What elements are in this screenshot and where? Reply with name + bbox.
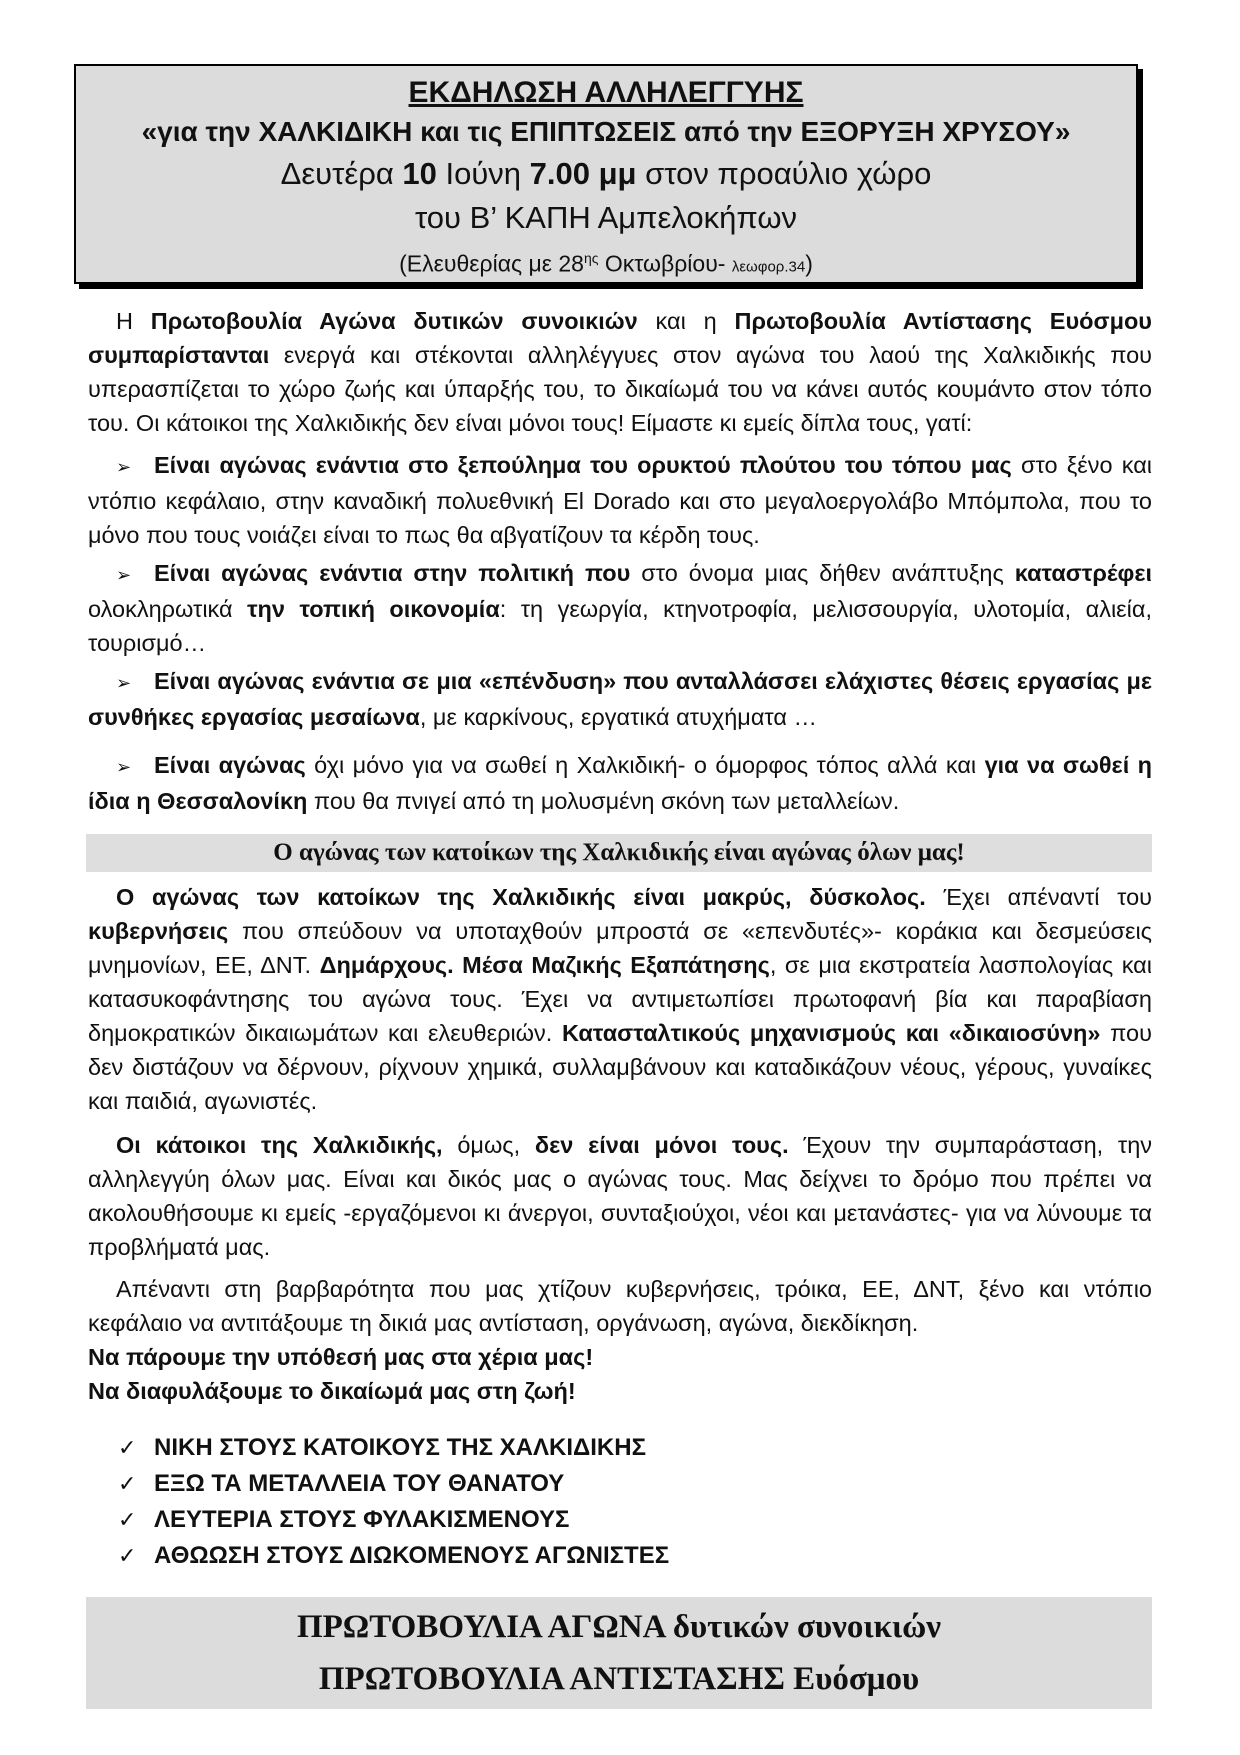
arrowhead-bullet-icon: ➢ <box>116 673 132 693</box>
event-date <box>76 152 1136 196</box>
intro-text-1: Η <box>116 308 151 334</box>
event-address <box>76 240 1136 286</box>
para2-text-1: Έχει απέναντί του <box>925 884 1152 910</box>
bullet3-bold: Είναι αγώνας ενάντια σε μια «επένδυση» που ανταλλάσσει ελάχιστες θέσεις εργασίας με συνθήκες εργασίας μεσαίωνα <box>88 668 1152 730</box>
slogan-text: ΕΞΩ ΤΑ ΜΕΤΑΛΛΕΙΑ ΤΟΥ ΘΑΝΑΤΟΥ <box>154 1470 565 1497</box>
checkmark-icon: ✓ <box>118 1543 137 1568</box>
bullet-paragraph-3 <box>88 664 1152 734</box>
para2-bold-2: κυβερνήσεις <box>88 918 229 944</box>
event-header-box <box>74 64 1138 284</box>
call-paragraph <box>88 1272 1152 1408</box>
list-item <box>118 1502 669 1538</box>
para2-bold-3: Δημάρχους. Μέσα Μαζικής Εξαπάτησης <box>319 952 770 978</box>
addr-prefix: (Ελευθερίας με 28 <box>399 250 584 277</box>
bullet2-bold-3: την τοπική οικονομία <box>247 596 500 622</box>
date-day: 10 <box>402 156 437 191</box>
list-item <box>118 1466 669 1502</box>
intro-bold-2: Πρωτοβουλία Αντίστασης Ευόσμου συμπαρίστανται <box>88 308 1152 368</box>
bullet2-bold-1: Είναι αγώνας ενάντια στην πολιτική που <box>154 560 631 586</box>
bullet2-text-3: : τη γεωργία, κτηνοτροφία, μελισσουργία, υλοτομία, αλιεία, τουρισμό… <box>88 596 1152 656</box>
date-prefix: Δευτέρα <box>280 156 403 191</box>
bullet-paragraph-2 <box>88 556 1152 660</box>
list-item <box>118 1430 669 1466</box>
intro-text-2: και η <box>637 308 735 334</box>
event-subtitle: «για την ΧΑΛΚΙΔΙΚΗ και τις ΕΠΙΠΤΩΣΕΙΣ από την ΕΞΟΡΥΞΗ ΧΡΥΣΟΥ» <box>141 116 1071 147</box>
para2-bold-1: Ο αγώνας των κατοίκων της Χαλκιδικής είναι μακρύς, δύσκολος. <box>116 884 926 910</box>
bullet2-text-1: στο όνομα μιας δήθεν ανάπτυξης <box>630 560 1015 586</box>
call-slogan-2: Να διαφυλάξουμε το δικαίωμά μας στη ζωή! <box>88 1378 576 1404</box>
para2-text-2: που σπεύδουν να υποταχθούν μπροστά σε «επενδυτές»- κοράκια και δεσμεύσεις μνημονίων, ΕΕ, ΔΝΤ. <box>88 918 1152 978</box>
bullet-paragraph-1 <box>88 448 1152 552</box>
date-month: Ιούνη <box>436 156 530 191</box>
bullet4-bold-1: Είναι αγώνας <box>154 752 306 778</box>
slogan-text: ΝΙΚΗ ΣΤΟΥΣ ΚΑΤΟΙΚΟΥΣ ΤΗΣ ΧΑΛΚΙΔΙΚΗΣ <box>154 1434 646 1461</box>
addr-superscript: ης <box>583 250 599 266</box>
date-suffix: στον προαύλιο χώρο <box>636 156 932 191</box>
addr-bus-line: λεωφορ.34 <box>731 258 806 276</box>
solidarity-banner: Ο αγώνας των κατοίκων της Χαλκιδικής είναι αγώνας όλων μας! <box>86 834 1152 872</box>
signatory-1: ΠΡΩΤΟΒΟΥΛΙΑ ΑΓΩΝΑ δυτικών συνοικιών <box>296 1609 941 1645</box>
arrowhead-bullet-icon: ➢ <box>116 757 132 777</box>
addr-end: ) <box>805 250 813 277</box>
bullet4-text-1: όχι μόνο για να σωθεί η Χαλκιδική- ο όμορφος τόπος αλλά και <box>305 752 985 778</box>
addr-middle: Οκτωβρίου- <box>598 250 732 277</box>
bullet3-text: , με καρκίνους, εργατικά ατυχήματα … <box>419 704 817 730</box>
signatories-footer <box>86 1597 1152 1709</box>
checkmark-icon: ✓ <box>118 1507 137 1532</box>
intro-text-3: ενεργά και στέκονται αλληλέγγυες στον αγώνα του λαού της Χαλκιδικής που υπερασπίζεται το χώρο ζωής και ύπαρξής του, το δικαίωμά του να κάνει αυτός κουμάντο στον τόπο του. Οι κάτοικοι της Χαλκιδικής δεν είναι μόνοι τους! Είμαστε κι εμείς δίπλα τους, γατί: <box>88 342 1152 436</box>
para2-text-3: , σε μια εκστρατεία λασπολογίας και κατασυκοφάντησης του αγώνα τους. Έχει να αντιμετωπίσει πρωτοφανή βία και παραβίαση δημοκρατικών δικαιωμάτων και ελευθεριών. <box>88 952 1152 1046</box>
bullet1-bold: Είναι αγώνας ενάντια στο ξεπούλημα του ορυκτού πλούτου του τόπου μας <box>154 452 1012 478</box>
checkmark-icon: ✓ <box>118 1471 137 1496</box>
call-slogan-1: Να πάρουμε την υπόθεσή μας στα χέρια μας! <box>88 1344 594 1370</box>
arrowhead-bullet-icon: ➢ <box>116 565 132 585</box>
slogan-text: ΑΘΩΩΣΗ ΣΤΟΥΣ ΔΙΩΚΟΜΕΝΟΥΣ ΑΓΩΝΙΣΤΕΣ <box>154 1542 670 1569</box>
checkmark-icon: ✓ <box>118 1435 137 1460</box>
para2-bold-4: Κατασταλτικούς μηχανισμούς και «δικαιοσύνη» <box>562 1020 1101 1046</box>
bullet2-bold-2: καταστρέφει <box>1014 560 1152 586</box>
call-text: Απέναντι στη βαρβαρότητα που μας χτίζουν κυβερνήσεις, τρόικα, ΕΕ, ΔΝΤ, ξένο και ντόπιο κεφάλαιο να αντιτάξουμε τη δικιά μας αντίσταση, οργάνωση, αγώνα, διεκδίκηση. <box>88 1276 1152 1336</box>
bullet4-text-2: που θα πνιγεί από τη μολυσμένη σκόνη των μεταλλείων. <box>307 788 900 814</box>
signatory-2: ΠΡΩΤΟΒΟΥΛΙΑ ΑΝΤΙΣΤΑΣΗΣ Ευόσμου <box>318 1661 920 1697</box>
event-title: ΕΚΔΗΛΩΣΗ ΑΛΛΗΛΕΓΓΥΗΣ <box>408 76 804 109</box>
bullet2-text-2: ολοκληρωτικά <box>88 596 248 622</box>
para3-text-1: όμως, <box>442 1132 535 1158</box>
slogan-list <box>118 1430 669 1574</box>
struggle-paragraph <box>88 880 1152 1118</box>
list-item <box>118 1538 669 1574</box>
bullet4-bold-2: για να σωθεί η ίδια η Θεσσαλονίκη <box>88 752 1152 814</box>
not-alone-paragraph <box>88 1128 1152 1264</box>
para2-text-4: που δεν διστάζουν να δέρνουν, ρίχνουν χημικά, συλλαμβάνουν και καταδικάζουν νέους, γέρους, γυναίκες και παιδιά, αγωνιστές. <box>88 1020 1152 1114</box>
para3-bold-1: Οι κάτοικοι της Χαλκιδικής, <box>116 1132 443 1158</box>
event-place: του Β’ ΚΑΠΗ Αμπελοκήπων <box>414 200 798 235</box>
bullet-paragraph-4 <box>88 748 1152 818</box>
intro-paragraph <box>88 304 1152 440</box>
date-time: 7.00 μμ <box>529 156 637 191</box>
arrowhead-bullet-icon: ➢ <box>116 457 132 477</box>
slogan-text: ΛΕΥΤΕΡΙΑ ΣΤΟΥΣ ΦΥΛΑΚΙΣΜΕΝΟΥΣ <box>154 1506 570 1533</box>
para3-bold-2: δεν είναι μόνοι τους. <box>534 1132 789 1158</box>
intro-bold-1: Πρωτοβουλία Αγώνα δυτικών συνοικιών <box>150 308 638 334</box>
para3-text-2: Έχουν την συμπαράσταση, την αλληλεγγύη όλων μας. Είναι και δικός μας ο αγώνας τους. Μας δείχνει το δρόμο που πρέπει να ακολουθήσουμε κι εμείς -εργαζόμενοι κι άνεργοι, συνταξιούχοι, νέοι και μετανάστες- για να λύνουμε τα προβλήματά μας. <box>88 1132 1153 1260</box>
bullet1-text: στο ξένο και ντόπιο κεφάλαιο, στην καναδική πολυεθνική El Dorado και στο μεγαλοεργολάβο Μπόμπολα, που το μόνο που τους νοιάζει είναι το πως θα αβγατίζουν τα κέρδη τους. <box>88 452 1153 548</box>
